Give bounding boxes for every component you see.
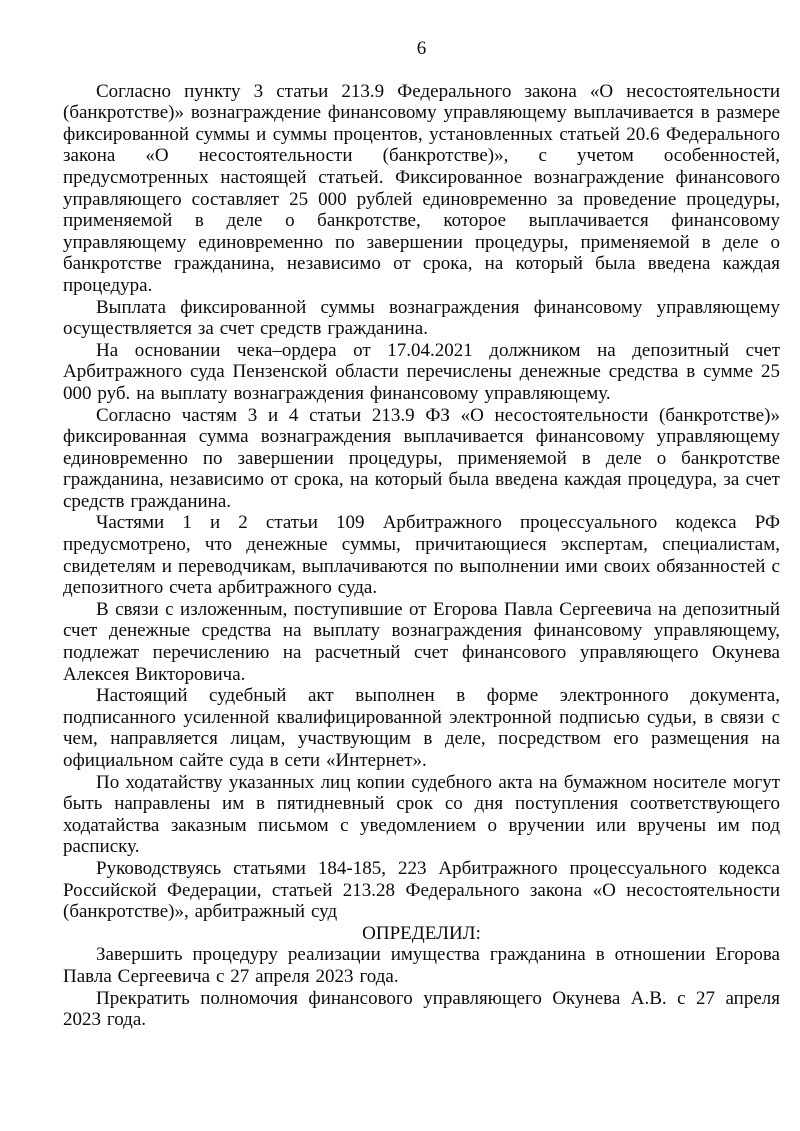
para-electronic-document-signature: Настоящий судебный акт выполнен в форме электронного документа, подписанного усиленной квалифицированной электронной подписью судьи, в связи с чем, направляется лицам, участвующим в деле, посредством его размещения на официальном сайте суда в сети «Интернет». — [63, 685, 780, 771]
para-payment-at-citizen-expense: Выплата фиксированной суммы вознаграждения финансовому управляющему осуществляется за счет средств гражданина. — [63, 296, 780, 340]
para-fz-213-9-parts-3-4: Согласно частям 3 и 4 статьи 213.9 ФЗ «О несостоятельности (банкротстве)» фиксированная сумма вознаграждения выплачивается финансовому управляющему единовременно по завершении процедуры, применяемой в деле о банкротстве гражданина, независимо от срока, на который была введена каждая процедура, за счет средств гражданина. — [63, 404, 780, 512]
para-fz-213-9-remuneration: Согласно пункту 3 статьи 213.9 Федерального закона «О несостоятельности (банкротстве)» вознаграждение финансовому управляющему выплачивается в размере фиксированной суммы и суммы процентов, установленных статьей 20.6 Федерального закона «О несостоятельности (банкротстве)», с учетом особенностей, предусмотренных настоящей статьей. Фиксированное вознаграждение финансового управляющего составляет 25 000 рублей единовременно за проведение процедуры, применяемой в деле о банкротстве, которое выплачивается финансовому управляющему единовременно по завершении процедуры, применяемой в деле о банкротстве гражданина, независимо от срока, на который была введена каждая процедура. — [63, 80, 780, 296]
operative-part-heading: ОПРЕДЕЛИЛ: — [362, 922, 481, 944]
para-check-order-deposit: На основании чека–ордера от 17.04.2021 должником на депозитный счет Арбитражного суда Пензенской области перечислены денежные средства в сумме 25 000 руб. на выплату вознаграждения финансовому управляющему. — [63, 339, 780, 404]
page-number: 6 — [416, 38, 427, 59]
para-terminate-manager-authority: Прекратить полномочия финансового управляющего Окунева А.В. с 27 апреля 2023 года. — [63, 987, 780, 1031]
para-guided-by-articles: Руководствуясь статьями 184-185, 223 Арбитражного процессуального кодекса Российской Федерации, статьей 213.28 Федерального закона «О несостоятельности (банкротстве)», арбитражный суд — [63, 857, 780, 923]
para-paper-copies-on-request: По ходатайству указанных лиц копии судебного акта на бумажном носителе могут быть направлены им в пятидневный срок со дня поступления соответствующего ходатайства заказным письмом с уведомлением о вручении или вручены им под расписку. — [63, 771, 780, 858]
para-transfer-to-okunev-account: В связи с изложенным, поступившие от Егорова Павла Сергеевича на депозитный счет денежные средства на выплату вознаграждения финансовому управляющему, подлежат перечислению на расчетный счет финансового управляющего Окунева Алексея Викторовича. — [63, 598, 780, 685]
para-apk-article-109-deposit: Частями 1 и 2 статьи 109 Арбитражного процессуального кодекса РФ предусмотрено, что денежные суммы, причитающиеся экспертам, специалистам, свидетелям и переводчикам, выплачиваются по выполнении ими своих обязанностей с депозитного счета арбитражного суда. — [63, 512, 780, 599]
para-complete-property-realization: Завершить процедуру реализации имущества гражданина в отношении Егорова Павла Сергеевича с 27 апреля 2023 года. — [63, 944, 780, 987]
